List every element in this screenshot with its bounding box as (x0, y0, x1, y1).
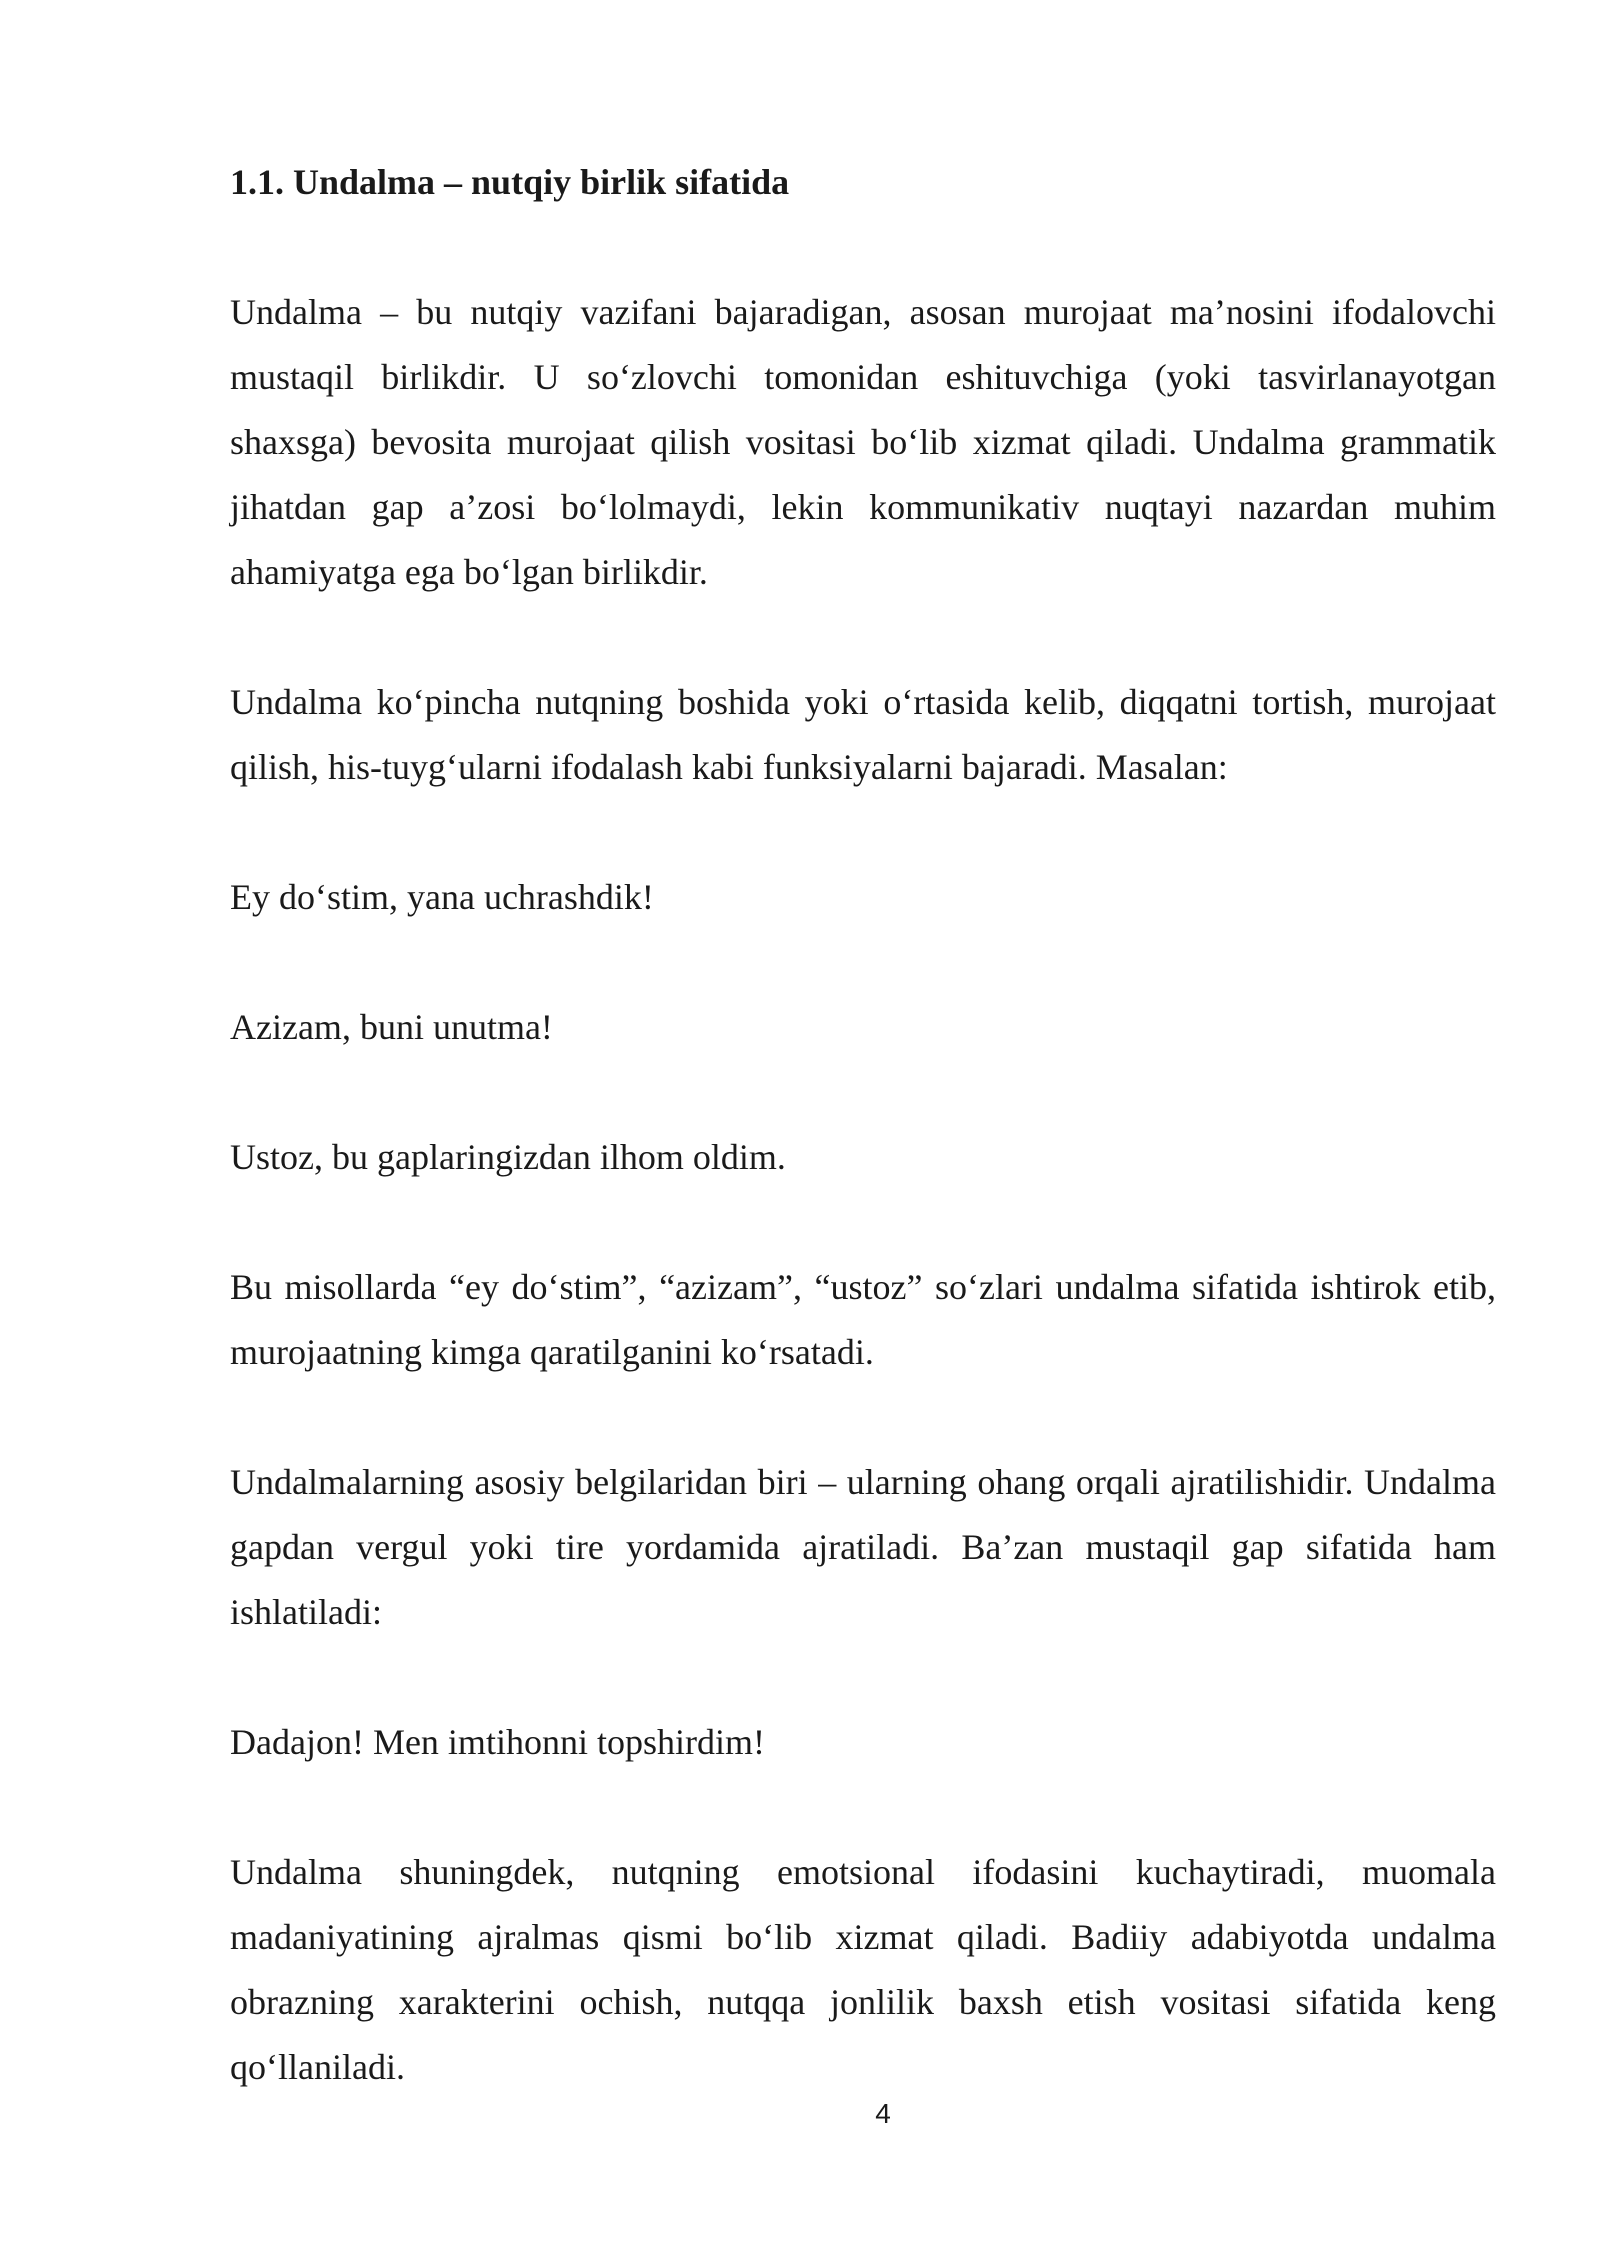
example-sentence-1: Ey do‘stim, yana uchrashdik! (230, 877, 654, 917)
paragraph-emotional: Undalma shuningdek, nutqning emotsional ifodasini kuchaytiradi, muomala madaniyatining ajralmas qismi bo‘lib xizmat qiladi. Badiiy adabiyotda undalma obrazning xarakterini ochish, nutqqa jonlilik baxsh etish vositasi sifatida keng qo‘llaniladi. (230, 1852, 1496, 2087)
section-heading: 1.1. Undalma – nutqiy birlik sifatida (230, 162, 790, 202)
example-sentence-3: Ustoz, bu gaplaringizdan ilhom oldim. (230, 1137, 786, 1177)
page-number: 4 (875, 2098, 891, 2129)
paragraph-explanation: Bu misollarda “ey do‘stim”, “azizam”, “ustoz” so‘zlari undalma sifatida ishtirok etib, murojaatning kimga qaratilganini ko‘rsatadi. (230, 1267, 1496, 1372)
example-sentence-2: Azizam, buni unutma! (230, 1007, 553, 1047)
paragraph-intonation: Undalmalarning asosiy belgilaridan biri – ularning ohang orqali ajratilishidir. Undalma gapdan vergul yoki tire yordamida ajratiladi. Ba’zan mustaqil gap sifatida ham ishlatiladi: (230, 1462, 1496, 1632)
paragraph-definition: Undalma – bu nutqiy vazifani bajaradigan, asosan murojaat ma’nosini ifodalovchi mustaqil birlikdir. U so‘zlovchi tomonidan eshituvchiga (yoki tasvirlanayotgan shaxsga) bevosita murojaat qilish vositasi bo‘lib xizmat qiladi. Undalma grammatik jihatdan gap a’zosi bo‘lolmaydi, lekin kommunikativ nuqtayi nazardan muhim ahamiyatga ega bo‘lgan birlikdir. (230, 292, 1496, 592)
page-content (230, 150, 1496, 2100)
paragraph-functions: Undalma ko‘pincha nutqning boshida yoki o‘rtasida kelib, diqqatni tortish, murojaat qilish, his-tuyg‘ularni ifodalash kabi funksiyalarni bajaradi. Masalan: (230, 682, 1496, 787)
example-sentence-4: Dadajon! Men imtihonni topshirdim! (230, 1722, 765, 1762)
